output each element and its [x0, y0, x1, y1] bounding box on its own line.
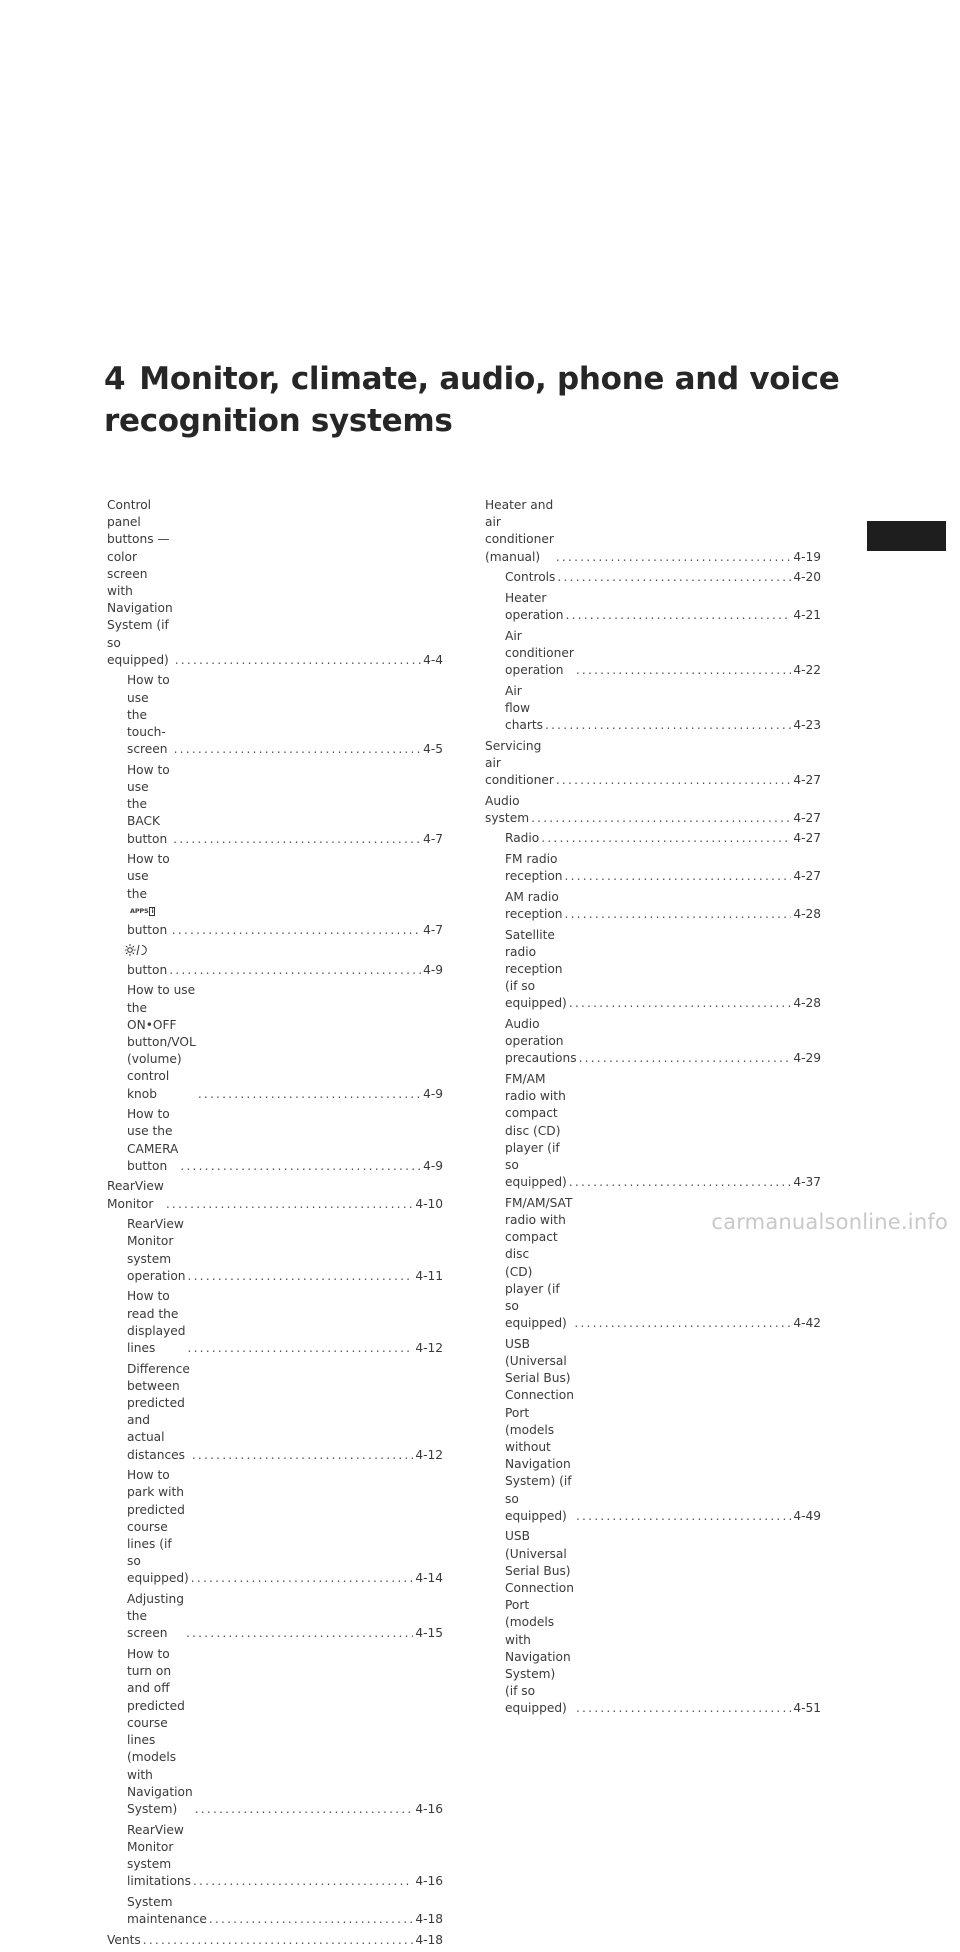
toc-page-number: 4-5: [423, 742, 443, 757]
toc-leader-dots: [541, 830, 791, 847]
toc-leader-dots: [576, 662, 791, 679]
toc-page-number: 4-42: [793, 1316, 821, 1331]
toc-page-number: 4-28: [793, 906, 821, 921]
toc-page-number: 4-23: [793, 718, 821, 732]
toc-entry-label: USB (Universal Serial Bus) Connection Port (models without Navigation System) (if so equipped): [505, 1336, 574, 1523]
day-night-icon: [125, 943, 155, 962]
toc-entry-label: How to read the displayed lines: [127, 1289, 186, 1356]
toc-entry-label: Control panel buttons — color screen with Navigation System (if so equipped): [107, 498, 173, 667]
toc-entry[interactable]: [107, 1216, 443, 1285]
toc-leader-dots: [209, 1911, 413, 1928]
toc-leader-dots: [531, 810, 791, 827]
toc-leader-dots: [193, 1873, 413, 1890]
toc-entry-label: Heater and air conditioner (manual): [485, 498, 554, 564]
toc-entry-label: Heater operation: [505, 590, 564, 622]
toc-entry-label: FM/AM/SAT radio with compact disc (CD) player (if so equipped): [505, 1195, 573, 1331]
toc-entry-label: Audio operation precautions: [505, 1016, 577, 1066]
toc-page-number: 4-20: [793, 570, 821, 585]
watermark: carmanualsonline.info: [711, 1210, 948, 1234]
toc-page-number: 4-9: [423, 962, 443, 977]
toc-leader-dots: [169, 962, 421, 979]
toc-page-number: 4-37: [793, 1175, 821, 1190]
toc-leader-dots: [574, 1315, 791, 1332]
toc-entry[interactable]: [107, 672, 443, 758]
toc-leader-dots: [565, 906, 792, 923]
toc-leader-dots: [166, 1196, 414, 1213]
toc-entry[interactable]: [485, 1016, 821, 1068]
toc-entry[interactable]: [107, 1467, 443, 1587]
toc-entry[interactable]: [485, 590, 821, 624]
apps-icon-text: APPS: [130, 906, 149, 915]
toc-page-number: 4-7: [423, 831, 443, 846]
toc-leader-dots: [172, 922, 421, 939]
toc-entry-label: How to turn on and off predicted course lines (models with Navigation System): [127, 1647, 193, 1816]
toc-leader-dots: [576, 1508, 791, 1525]
toc-entry-label: Air conditioner operation: [505, 628, 574, 677]
toc-page-number: 4-27: [793, 773, 821, 787]
toc-page-number: 4-11: [415, 1268, 443, 1283]
toc-entry-label: RearView Monitor system operation: [127, 1217, 186, 1283]
toc-entry[interactable]: [107, 1894, 443, 1928]
toc-entry[interactable]: [485, 569, 821, 586]
toc-leader-dots: [188, 1340, 414, 1357]
toc-entry-label: Vents: [107, 1932, 141, 1947]
toc-leader-dots: [569, 1174, 792, 1191]
toc-entry[interactable]: [107, 1646, 443, 1818]
toc-leader-dots: [556, 549, 791, 566]
toc-page-number: 4-14: [415, 1571, 443, 1586]
chapter-title-text: Monitor, climate, audio, phone and voice recognition systems: [104, 361, 840, 439]
apps-icon-box: i: [151, 906, 154, 915]
toc-page-number: 4-16: [415, 1874, 443, 1889]
toc-entry[interactable]: [107, 762, 443, 848]
toc-entry[interactable]: [107, 497, 443, 669]
toc-entry-label: AM radio reception: [505, 889, 563, 921]
toc-page-number: 4-22: [793, 663, 821, 677]
toc-entry[interactable]: [485, 1528, 821, 1717]
toc-page-number: 4-7: [423, 923, 443, 938]
toc-leader-dots: [192, 1447, 413, 1464]
toc-entry-label: FM radio reception: [505, 851, 563, 884]
toc-page-number: 4-19: [793, 549, 821, 564]
toc-entry[interactable]: [485, 628, 821, 680]
toc-entry-label-after: button: [127, 923, 168, 938]
toc-leader-dots: [579, 1050, 792, 1067]
toc-entry[interactable]: [485, 793, 821, 827]
toc-entry[interactable]: [107, 851, 443, 939]
toc-page-number: 4-10: [415, 1196, 443, 1211]
toc-page-number: 4-27: [793, 831, 821, 846]
toc-entry-label: Satellite radio reception (if so equipped): [505, 927, 567, 1011]
toc-entry[interactable]: [107, 1178, 443, 1212]
toc-page-number: 4-15: [415, 1626, 443, 1641]
toc-entry[interactable]: [485, 1071, 821, 1191]
toc-leader-dots: [566, 607, 792, 624]
toc-entry-label: [127, 943, 167, 979]
toc-entry[interactable]: [485, 889, 821, 923]
toc-entry-label: [127, 851, 170, 939]
toc-page-number: 4-29: [793, 1051, 821, 1066]
chapter-number: 4: [104, 361, 126, 397]
toc-entry[interactable]: [107, 1591, 443, 1643]
toc-page-number: 4-9: [423, 1158, 443, 1173]
toc-entry[interactable]: [107, 1822, 443, 1891]
toc-left-column: [107, 497, 443, 1952]
toc-entry[interactable]: [485, 927, 821, 1013]
toc-entry[interactable]: [485, 683, 821, 735]
toc-page-number: 4-28: [793, 996, 821, 1011]
toc-entry[interactable]: [485, 497, 821, 566]
toc-leader-dots: [180, 1158, 421, 1175]
toc-page-number: 4-18: [415, 1911, 443, 1926]
toc-page-number: 4-21: [793, 608, 821, 622]
toc-leader-dots: [545, 717, 791, 734]
toc-entry-label: Radio: [505, 831, 540, 846]
toc-entry[interactable]: [485, 830, 821, 847]
toc-leader-dots: [175, 652, 421, 669]
toc-entry-label: Audio system: [485, 793, 530, 825]
toc-page-number: 4-51: [793, 1701, 821, 1716]
toc-entry[interactable]: [107, 1361, 443, 1464]
toc-page-number: 4-12: [415, 1341, 443, 1356]
toc-entry-label: How to use the CAMERA button: [127, 1107, 179, 1173]
toc-entry[interactable]: [485, 1336, 821, 1525]
toc-entry-label: FM/AM radio with compact disc (CD) player (if so equipped): [505, 1071, 567, 1190]
toc-entry-label: USB (Universal Serial Bus) Connection Port (models with Navigation System) (if so equipped): [505, 1529, 574, 1716]
toc-entry-label-after: button: [127, 962, 168, 977]
toc-entry-label: How to park with predicted course lines (if so equipped): [127, 1468, 189, 1586]
toc-entry-label: Servicing air conditioner: [485, 738, 554, 787]
toc-entry[interactable]: [107, 943, 443, 979]
toc-entry[interactable]: [107, 982, 443, 1102]
toc-entry[interactable]: [107, 1932, 443, 1949]
toc-page-number: 4-12: [415, 1447, 443, 1462]
chapter-side-tab: [867, 521, 946, 551]
toc-entry-label: Air flow charts: [505, 683, 544, 732]
toc-page-number: 4-9: [423, 1086, 443, 1101]
toc-entry[interactable]: [107, 1106, 443, 1175]
toc-page-number: 4-16: [415, 1801, 443, 1816]
toc-entry[interactable]: [107, 1288, 443, 1357]
toc-leader-dots: [191, 1570, 414, 1587]
toc-entry[interactable]: [485, 738, 821, 790]
toc-leader-dots: [198, 1086, 421, 1103]
toc-entry-label: RearView Monitor: [107, 1179, 164, 1211]
toc-page-number: 4-4: [423, 652, 443, 667]
toc-leader-dots: [188, 1268, 414, 1285]
toc-page-number: 4-27: [793, 810, 821, 825]
toc-page-number: 4-18: [415, 1932, 443, 1947]
toc-entry-label: RearView Monitor system limitations: [127, 1822, 191, 1889]
toc-leader-dots: [556, 772, 791, 789]
toc-entry-label: How to use the touch-screen: [127, 673, 170, 757]
toc-leader-dots: [565, 868, 792, 885]
toc-page-number: 4-49: [793, 1508, 821, 1523]
toc-right-column: [485, 497, 821, 1721]
apps-icon: [130, 903, 155, 920]
toc-leader-dots: [569, 995, 792, 1012]
toc-leader-dots: [186, 1625, 413, 1642]
toc-entry-label: Difference between predicted and actual distances: [127, 1361, 190, 1462]
toc-entry-label: Adjusting the screen: [127, 1592, 184, 1641]
toc-entry-label: How to use the BACK button: [127, 762, 170, 846]
toc-leader-dots: [576, 1700, 791, 1717]
toc-leader-dots: [173, 831, 421, 848]
toc-entry[interactable]: [485, 851, 821, 885]
toc-entry-label: Controls: [505, 570, 556, 585]
chapter-title: [104, 358, 904, 442]
toc-leader-dots: [174, 741, 421, 758]
toc-leader-dots: [557, 569, 791, 586]
toc-page-number: 4-27: [793, 869, 821, 884]
toc-entry-label: System maintenance: [127, 1894, 207, 1926]
toc-entry-label-before: How to use the: [127, 852, 170, 901]
toc-leader-dots: [143, 1932, 414, 1949]
toc-entry-label: How to use the ON•OFF button/VOL (volume) control knob: [127, 983, 196, 1101]
toc-leader-dots: [195, 1801, 414, 1818]
